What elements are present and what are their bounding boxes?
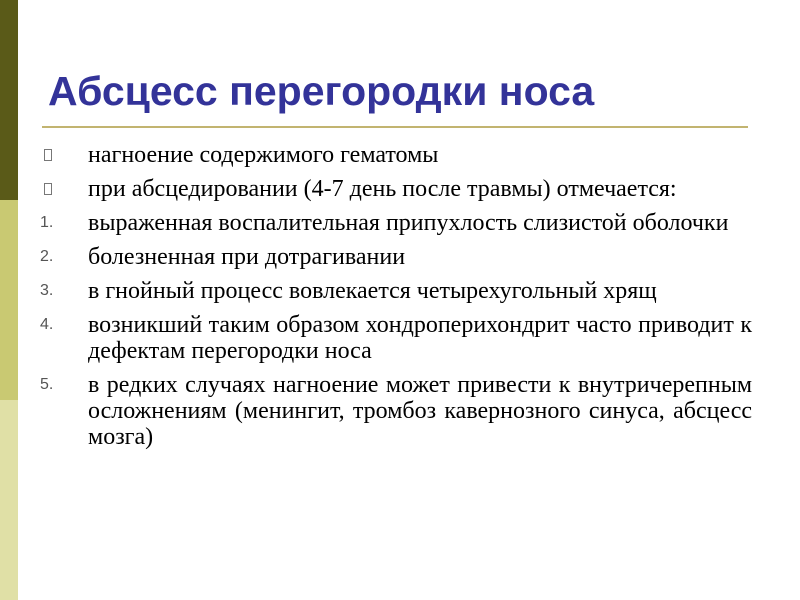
bullet-icon — [44, 183, 52, 195]
bullet-icon — [44, 149, 52, 161]
list-item-numbered-4 — [40, 312, 752, 364]
list-item-numbered-1 — [40, 210, 752, 236]
sidebar-mid-segment — [0, 200, 18, 400]
list-item-text: в редких случаях нагноение может привести к внутричерепным осложнениям (менингит, тромбоз кавернозного синуса, абсцесс мозга) — [88, 372, 752, 450]
list-number: 1. — [40, 214, 54, 231]
list-item-numbered-2 — [40, 244, 752, 270]
content-list — [40, 142, 752, 458]
list-item-text: выраженная воспалительная припухлость слизистой оболочки — [88, 210, 729, 236]
list-item-numbered-5 — [40, 372, 752, 450]
sidebar-light-segment — [0, 400, 18, 600]
list-item-text: нагноение содержимого гематомы — [88, 142, 439, 168]
title-divider — [42, 126, 748, 128]
list-item-bullet-2 — [40, 176, 752, 202]
slide-title: Абсцесс перегородки носа — [48, 68, 595, 114]
list-item-text: возникший таким образом хондроперихондрит часто приводит к дефектам перегородки носа — [88, 312, 752, 364]
list-number: 3. — [40, 282, 54, 299]
list-item-text: в гнойный процесс вовлекается четырехугольный хрящ — [88, 278, 657, 304]
list-item-numbered-3 — [40, 278, 752, 304]
list-number: 2. — [40, 248, 54, 265]
list-item-text: болезненная при дотрагивании — [88, 244, 406, 270]
list-item-bullet-1 — [40, 142, 752, 168]
list-item-text: при абсцедировании (4-7 день после травмы) отмечается: — [88, 176, 677, 202]
list-number: 5. — [40, 376, 54, 393]
list-number: 4. — [40, 316, 54, 333]
sidebar-dark-segment — [0, 0, 18, 200]
